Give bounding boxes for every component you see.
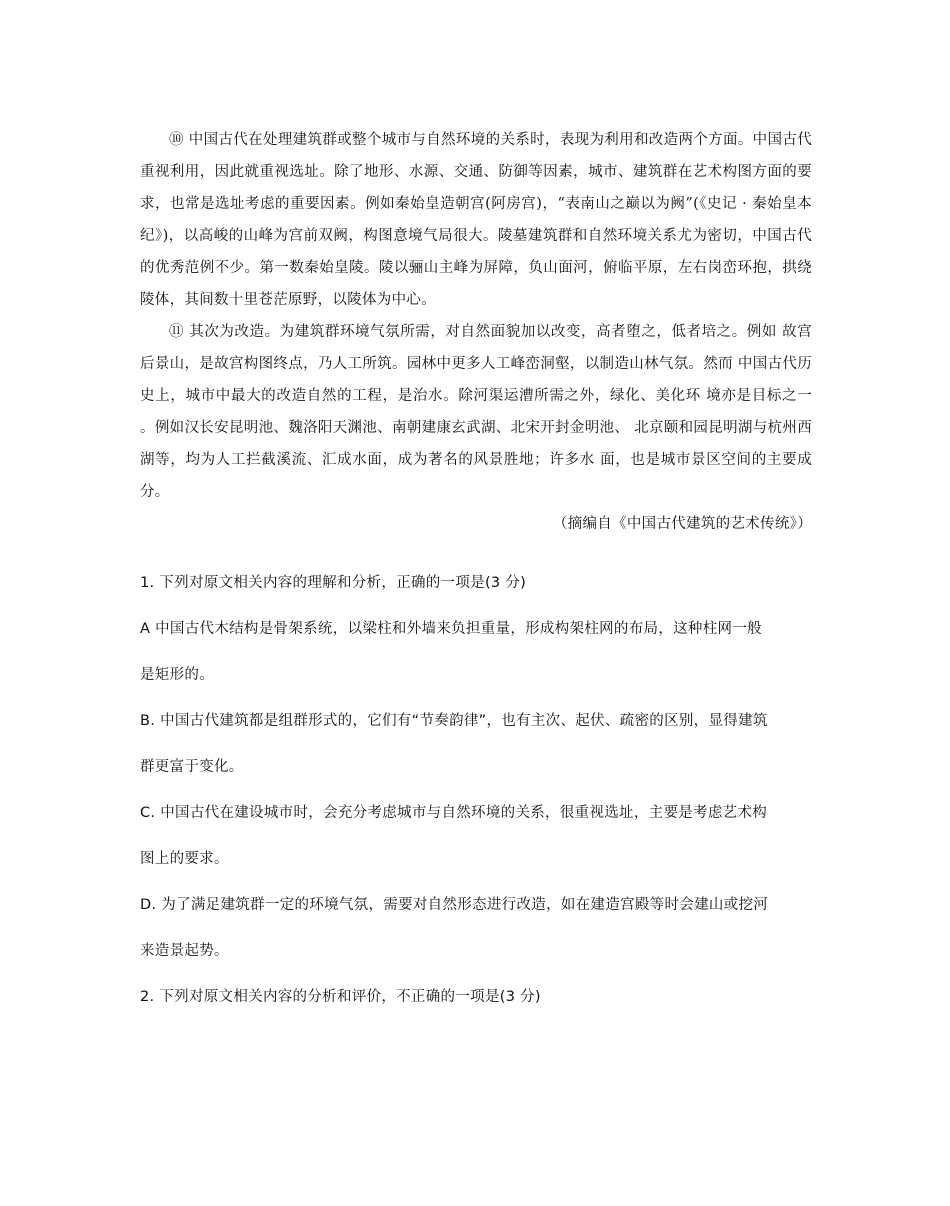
- reading-passage: [140, 124, 812, 540]
- option-a-line-2: 是矩形的。: [140, 667, 214, 683]
- paragraph-11: ⑪ 其次为改造。为建筑群环境气氛所需，对自然面貌加以改变，高者堕之，低者培之。例如 故宫后景山，是故宫构图终点，乃人工所筑。园林中更多人工峰峦洞壑，以制造山林气氛。然而 中国古代历史上，城市中最大的改造自然的工程，是治水。除河渠运漕所需之外，绿化、美化环 境亦是目标之一 。例如汉长安昆明池、魏洛阳天渊池、南朝建康玄武湖、北宋开封金明池、 北京颐和园昆明湖与杭州西湖等，均为人工拦截溪流、汇成水面，成为著名的风景胜地；许多水 面，也是城市景区空间的主要成分。: [140, 324, 812, 500]
- option-a-line-1: A 中国古代木结构是骨架系统，以梁柱和外墙来负担重量，形成构架柱网的布局，这种柱网一般: [140, 621, 762, 637]
- source-citation: （摘编自《中国古代建筑的艺术传统》）: [552, 516, 812, 532]
- question-1-stem: 1. 下列对原文相关内容的理解和分析，正确的一项是(3 分): [140, 575, 527, 591]
- question-section: [140, 560, 812, 1020]
- option-d-line-1: D. 为了满足建筑群一定的环境气氛，需要对自然形态进行改造，如在建造宫殿等时会建山或挖河: [140, 897, 769, 913]
- option-c-line-2: 图上的要求。: [140, 851, 229, 867]
- option-d-line-2: 来造景起势。: [140, 943, 229, 959]
- option-b-line-2: 群更富于变化。: [140, 759, 244, 775]
- question-2-stem: 2. 下列对原文相关内容的分析和评价，不正确的一项是(3 分): [140, 989, 541, 1005]
- option-c-line-1: C. 中国古代在建设城市时，会充分考虑城市与自然环境的关系，很重视选址，主要是考虑艺术构: [140, 805, 768, 821]
- paragraph-10: ⑩ 中国古代在处理建筑群或整个城市与自然环境的关系时，表现为利用和改造两个方面。中国古代重视利用，因此就重视选址。除了地形、水源、交通、防御等因素，城市、建筑群在艺术构图方面的要求，也常是选址考虑的重要因素。例如秦始皇造朝宫(阿房宫)，“表南山之巅以为阙”(《史记 · 秦始皇本纪》)，以高峻的山峰为宫前双阙，构图意境气局很大。陵墓建筑群和自然环境关系尤为密切，中国古代的优秀范例不少。第一数秦始皇陵。陵以骊山主峰为屏障，负山面河，俯临平原，左右岗峦环抱，拱绕陵体，其间数十里苍茫原野，以陵体为中心。: [140, 132, 812, 308]
- option-b-line-1: B. 中国古代建筑都是组群形式的，它们有“节奏韵律”，也有主次、起伏、疏密的区别，显得建筑: [140, 713, 768, 729]
